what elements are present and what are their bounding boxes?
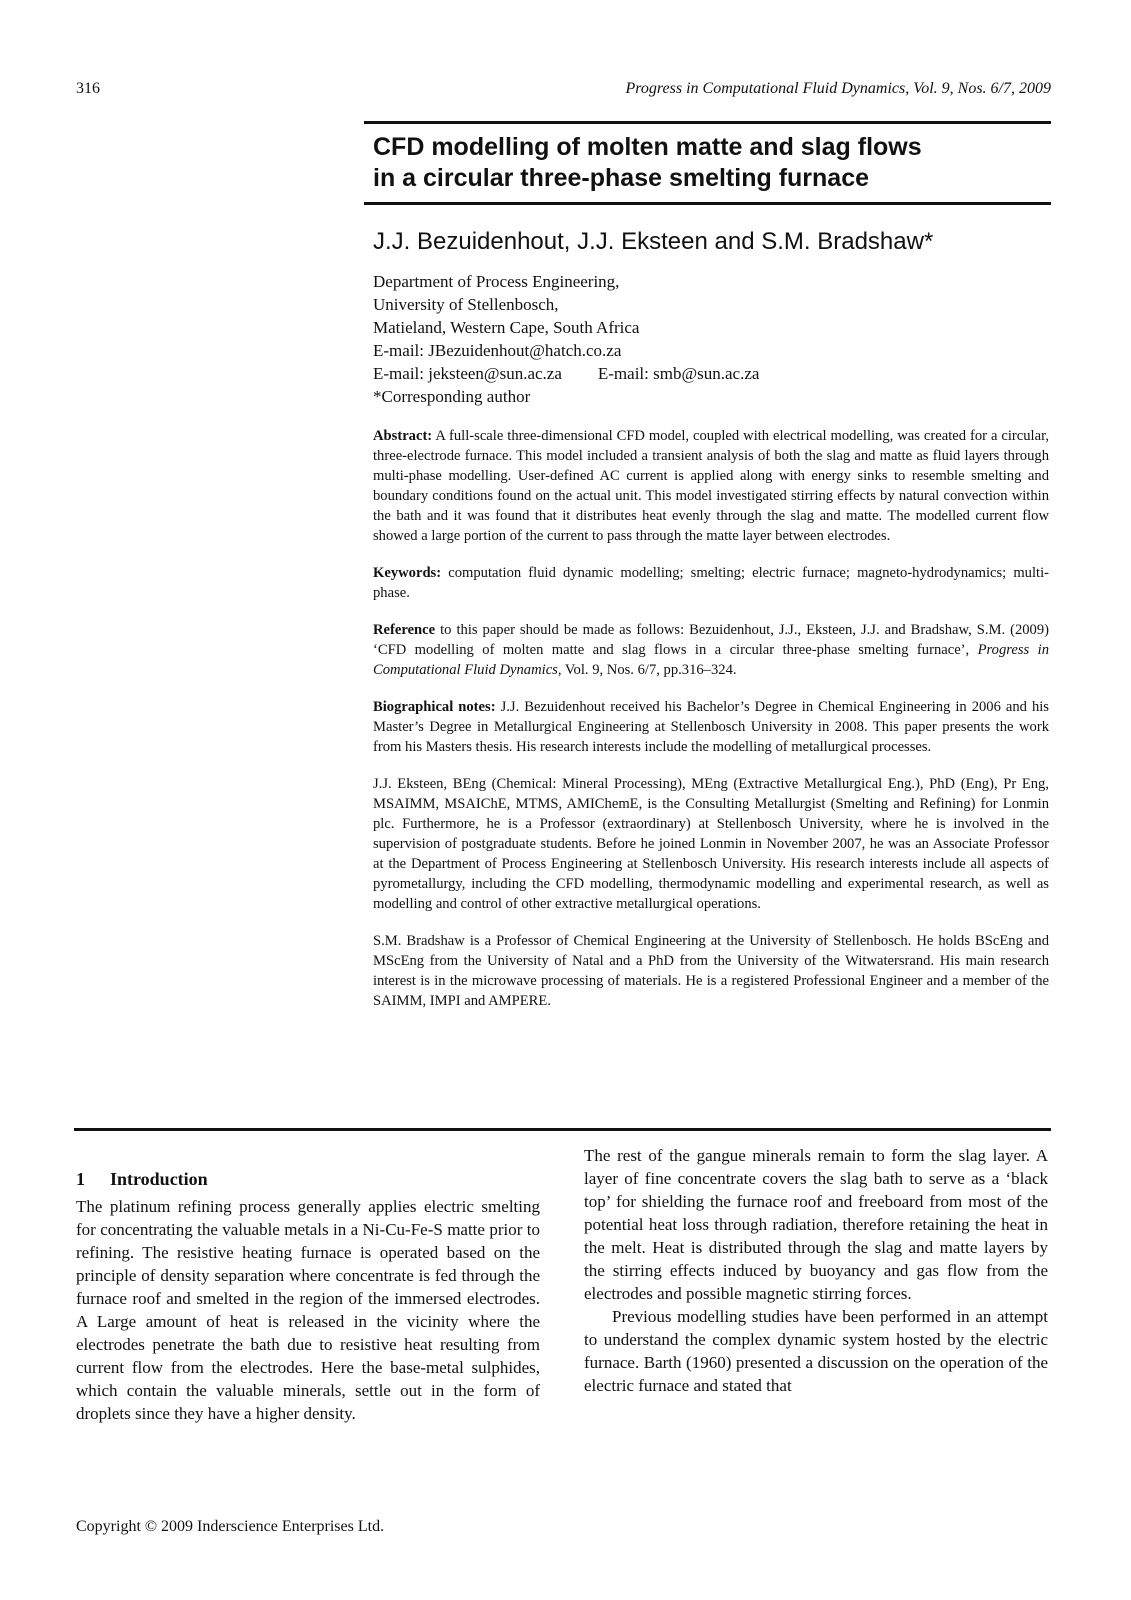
reference-text-after: , Vol. 9, Nos. 6/7, pp.316–324. <box>557 662 737 678</box>
title-line-2: in a circular three-phase smelting furnace <box>373 164 869 192</box>
affiliation-line-1: Department of Process Engineering, <box>373 272 620 291</box>
email-3: E-mail: smb@sun.ac.za <box>597 364 760 383</box>
paper-title <box>373 132 1043 194</box>
bio-1-text: J.J. Bezuidenhout received his Bachelor’s Degree in Chemical Engineering in 2006 and his Master’s Degree in Metallurgical Engineering at Stellenbosch University in 2008. This paper presents the work from his Masters thesis. His research interests include the modelling of metallurgical processes. <box>373 699 1049 755</box>
page-number: 316 <box>76 80 100 97</box>
front-matter <box>373 426 1049 1028</box>
section-heading <box>76 1168 540 1191</box>
intro-paragraph-1: The platinum refining process generally applies electric smelting for concentrating the valuable metals in a Ni-Cu-Fe-S matte prior to refining. The resistive heating furnace is operated based on the principle of density separation where concentrate is fed through the furnace roof and smelted in the region of the immersed electrodes. A Large amount of heat is released in the vicinity where the electrodes penetrate the bath due to resistive heat resulting from current flow from the electrodes. Here the base-metal sulphides, which contain the valuable minerals, settle out in the form of droplets since they have a higher density. <box>76 1197 540 1423</box>
authors: J.J. Bezuidenhout, J.J. Eksteen and S.M. Bradshaw* <box>373 228 934 255</box>
title-line-1: CFD modelling of molten matte and slag flows <box>373 133 922 161</box>
bio-label: Biographical notes: <box>373 699 496 715</box>
bio-1 <box>373 697 1049 757</box>
email-1: E-mail: JBezuidenhout@hatch.co.za <box>373 341 622 360</box>
reference-journal: Progress in Computational Fluid Dynamics <box>373 642 1050 678</box>
bio-2: J.J. Eksteen, BEng (Chemical: Mineral Processing), MEng (Extractive Metallurgical Eng.), PhD (Eng), Pr Eng, MSAIMM, MSAIChE, MTMS, AMIChemE, is the Consulting Metallurgist (Smelting and Refining) for Lonmin plc. Furthermore, he is a Professor (extraordinary) at Stellenbosch University, where he is involved in the supervision of postgraduate students. Before he joined Lonmin in November 2007, he was an Associate Professor at the Department of Process Engineering at Stellenbosch University. His research interests include all aspects of pyrometallurgy, including the CFD modelling, thermodynamic modelling and experimental research, as well as modelling and control of other extractive metallurgical operations. <box>373 776 1049 912</box>
affiliation <box>373 270 1043 408</box>
section-title: Introduction <box>110 1169 208 1189</box>
affiliation-line-3: Matieland, Western Cape, South Africa <box>373 318 640 337</box>
intro-paragraph-3: Previous modelling studies have been performed in an attempt to understand the complex dynamic system hosted by the electric furnace. Barth (1960) presented a discussion on the operation of the electric furnace and stated that <box>584 1307 1048 1395</box>
title-rule-bottom <box>364 202 1051 205</box>
bio-3: S.M. Bradshaw is a Professor of Chemical Engineering at the University of Stellenbosch. He holds BScEng and MScEng from the University of Natal and a PhD from the University of the Witwatersrand. His main research interest is in the microwave processing of materials. He is a registered Professional Engineer and a member of the SAIMM, IMPI and AMPERE. <box>373 933 1049 1009</box>
reference-label: Reference <box>373 622 436 638</box>
email-2: E-mail: jeksteen@sun.ac.za <box>373 364 562 383</box>
abstract-label: Abstract: <box>373 428 433 444</box>
email-row <box>373 362 1043 385</box>
intro-paragraph-2: The rest of the gangue minerals remain to form the slag layer. A layer of fine concentrate covers the slag bath to serve as a ‘black top’ for shielding the furnace roof and freeboard from most of the potential heat loss through radiation, therefore retaining the heat in the melt. Heat is distributed through the slag and matte layers by the stirring effects induced by buoyancy and gas flow from the electrodes and possible magnetic stirring forces. <box>584 1146 1048 1303</box>
copyright-footer: Copyright © 2009 Inderscience Enterprises Ltd. <box>76 1518 385 1535</box>
keywords-label: Keywords: <box>373 565 442 581</box>
reference <box>373 620 1049 680</box>
section-rule <box>74 1128 1051 1131</box>
corresponding-author: *Corresponding author <box>373 387 531 406</box>
affiliation-line-2: University of Stellenbosch, <box>373 295 559 314</box>
section-number: 1 <box>76 1169 85 1189</box>
abstract-text: A full-scale three-dimensional CFD model, coupled with electrical modelling, was created for a circular, three-electrode furnace. This model included a transient analysis of both the slag and matte as fluid layers through multi-phase modelling. User-defined AC current is applied along with energy sinks to resemble smelting and boundary conditions found on the actual unit. This model investigated stirring effects by natural convection within the bath and it was found that it distributes heat evenly through the slag and matte. The modelled current flow showed a large portion of the current to pass through the matte layer between electrodes. <box>373 428 1050 544</box>
title-rule-top <box>364 121 1051 124</box>
body-column-left <box>76 1168 540 1425</box>
keywords <box>373 563 1049 603</box>
keywords-text: computation fluid dynamic modelling; smelting; electric furnace; magneto-hydrodynamics; multi-phase. <box>373 565 1050 601</box>
reference-text-before: to this paper should be made as follows: Bezuidenhout, J.J., Eksteen, J.J. and Bradshaw, S.M. (2009) ‘CFD modelling of molten matte and slag flows in a circular three-phase smelting furnace’, <box>373 622 1049 658</box>
body-column-right <box>584 1144 1048 1397</box>
journal-header: Progress in Computational Fluid Dynamics, Vol. 9, Nos. 6/7, 2009 <box>625 80 1051 97</box>
abstract <box>373 426 1049 546</box>
